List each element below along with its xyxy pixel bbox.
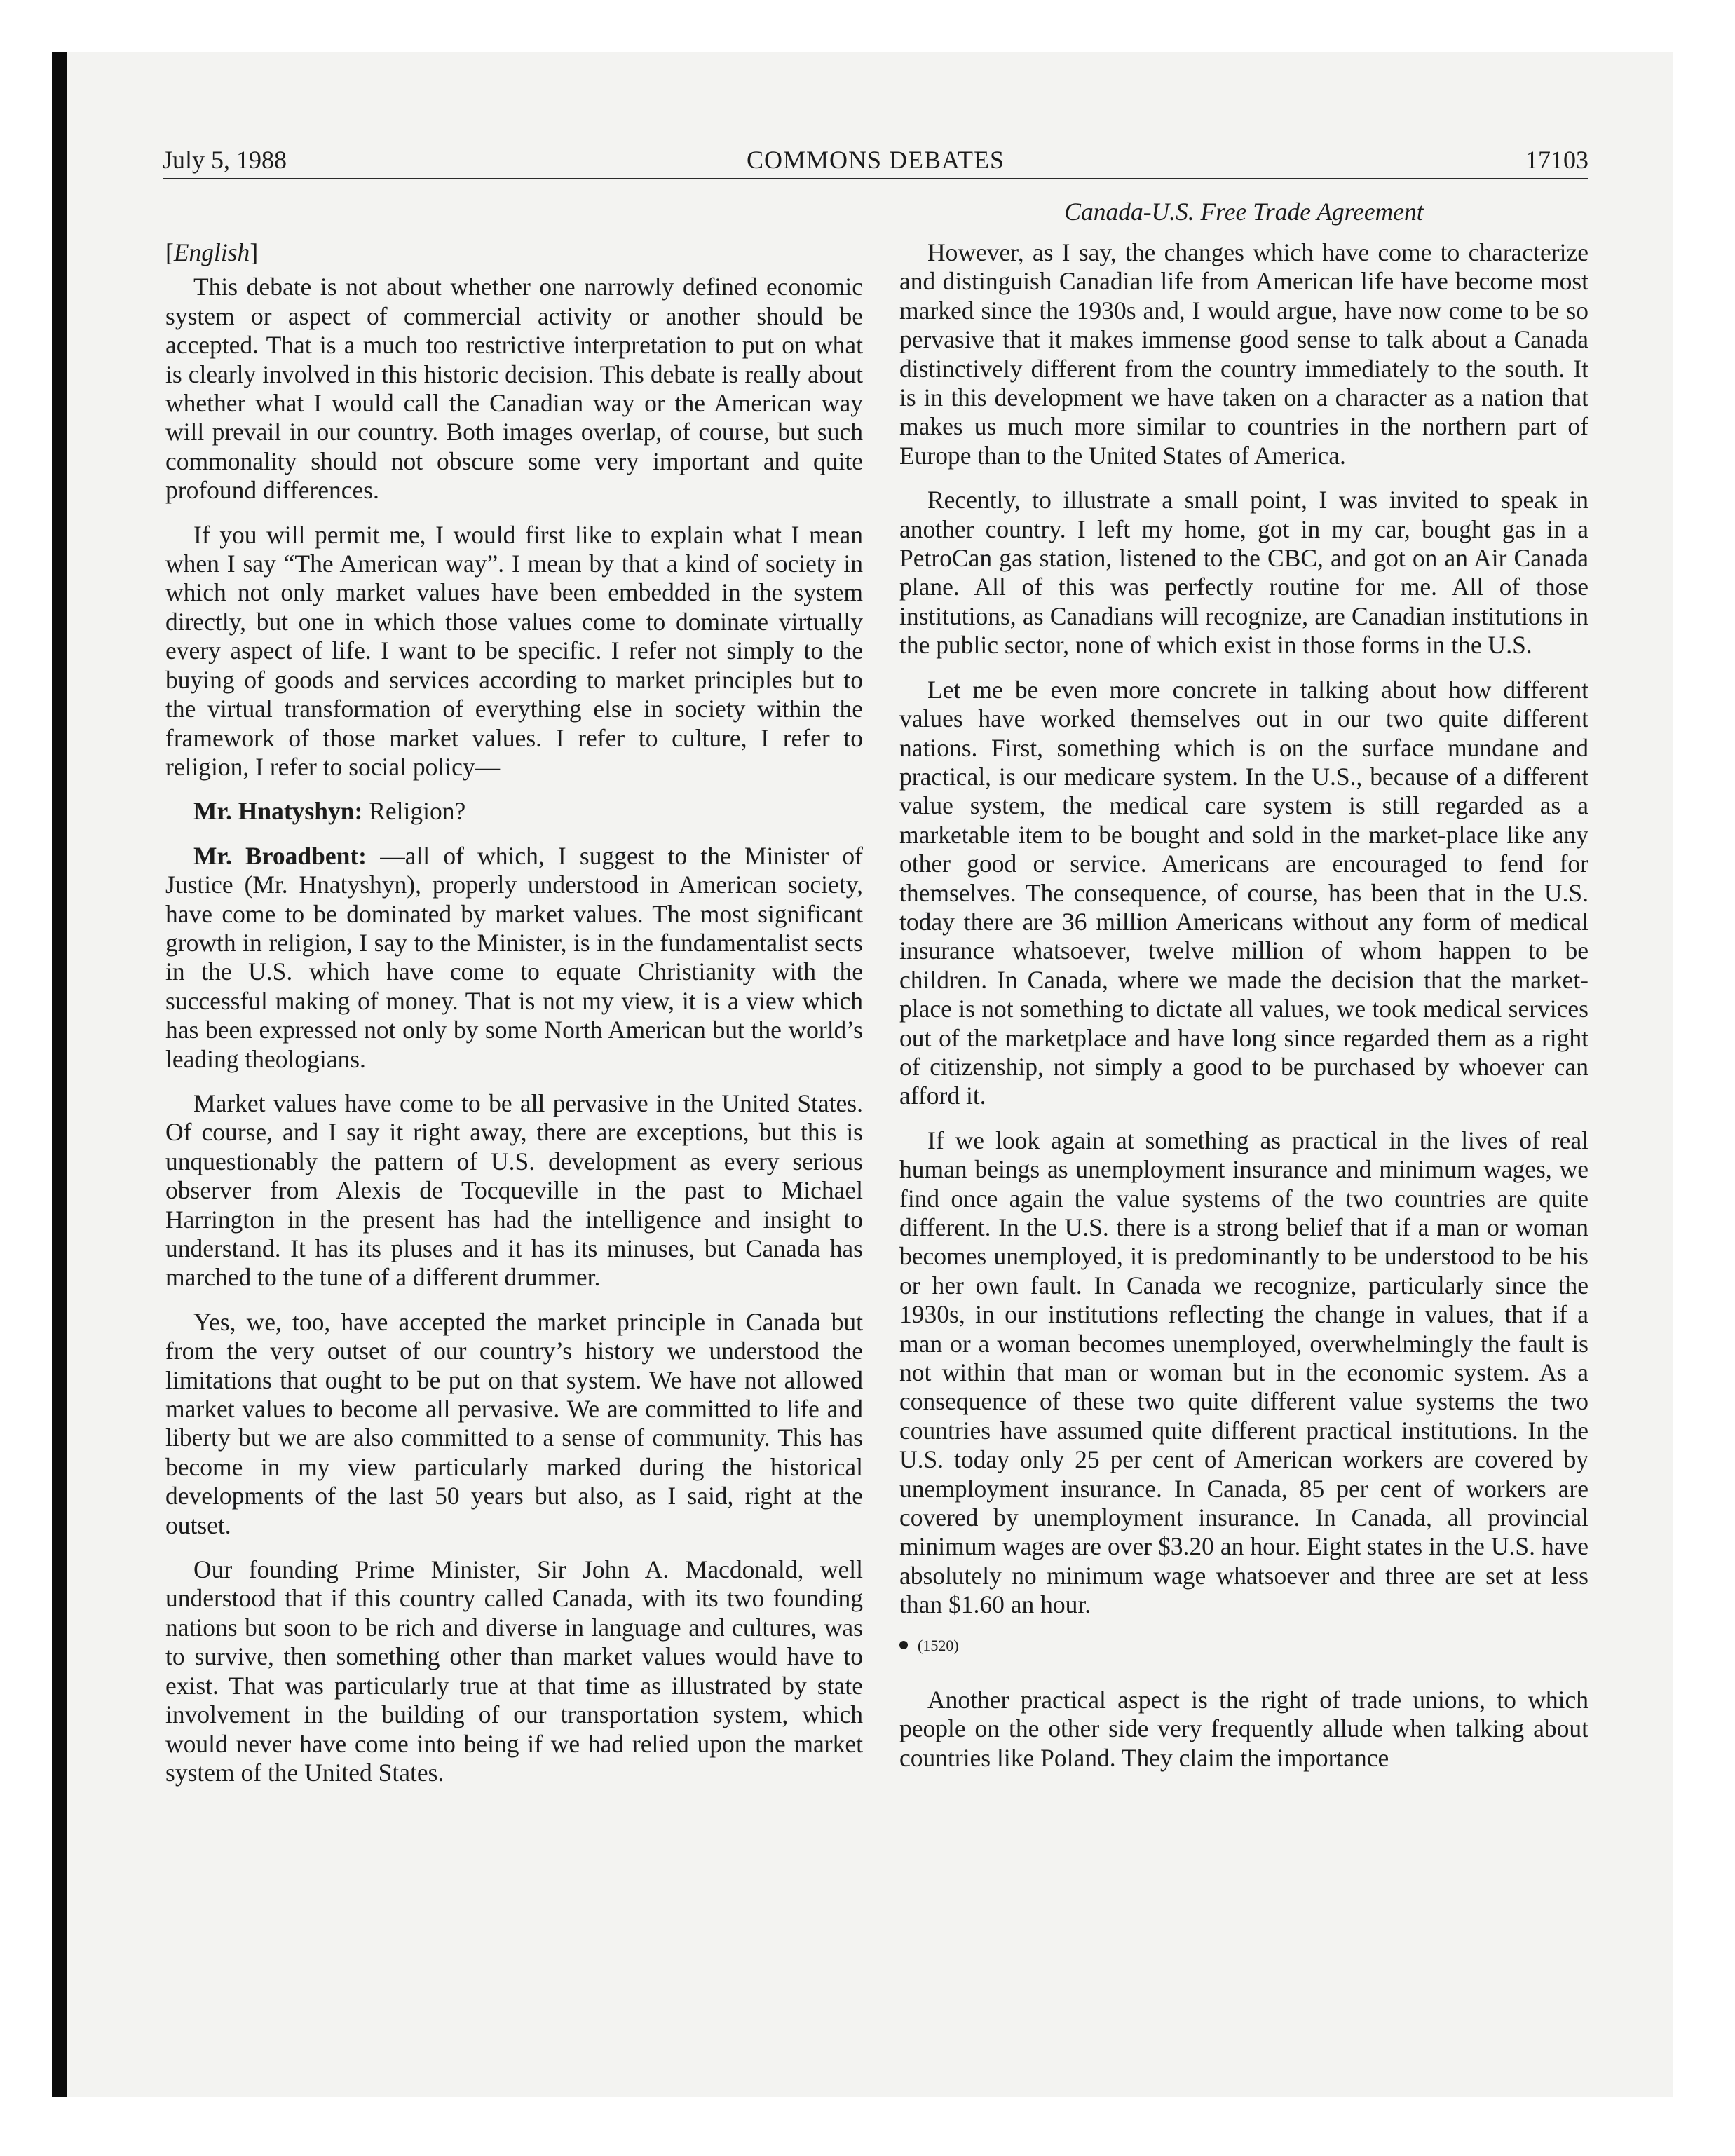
speaker-name: Mr. Broadbent: (193, 841, 367, 870)
speech-text: Religion? (369, 797, 466, 826)
bullet-icon (899, 1641, 908, 1649)
paragraph: If we look again at something as practical in the lives of real human beings as unemployment insurance and minimum wages, we find once again the value systems of the two countries are quite different. In the U.S. there is a strong belief that if a man or woman becomes unemployed, it is predominantly to be understood to be his or her own fault. In Canada we recognize, particularly since the 1930s, in our institutions reflecting the change in values, that if a man or a woman becomes unemployed, overwhelmingly the fault is not within that man or woman but in the economic system. As a consequence of these two quite different value systems the two countries have assumed quite different practical institutions. In the U.S. today only 25 per cent of American workers are covered by unemployment insurance. In Canada, 85 per cent of workers are covered by unemployment insurance. In Canada, all provincial minimum wages are over $3.20 an hour. Eight states in the U.S. have absolutely no minimum wage whatsoever and three are set at less than $1.60 an hour. (899, 1126, 1588, 1619)
paragraph: Let me be even more concrete in talking about how different values have worked themselves out in our two quite different nations. First, something which is on the surface mundane and practical, is our medicare system. In the U.S., because of a different value system, the medical care system is still regarded as a marketable item to be bought and sold in the market-place like any other good or service. Americans are encouraged to fend for themselves. The consequence, of course, has been that in the U.S. today there are 36 million Americans without any form of medical insurance whatsoever, twelve million of whom happen to be children. In Canada, where we made the decision that the market-place is not something to dictate all values, we took medical services out of the marketplace and have long since regarded them as a right of citizenship, not simply a good to be purchased by whoever can afford it. (899, 675, 1588, 1110)
paragraph: Market values have come to be all pervasive in the United States. Of course, and I say it right away, there are exceptions, but this is unquestionably the pattern of U.S. development as every serious observer from Alexis de Tocqueville in the past to Michael Harrington in the present has had the intelligence and insight to understand. It has its pluses and it has its minuses, but Canada has marched to the tune of a different drummer. (165, 1089, 863, 1292)
paragraph: If you will permit me, I would first like to explain what I mean when I say “The American way”. I mean by that a kind of society in which not only market values have been embedded in the system directly, but one in which those values come to dominate virtually every aspect of life. I want to be specific. I refer not simply to the buying of goods and services according to market principles but to the virtual transformation of everything else in society within the framework of those market values. I refer to culture, I refer to religion, I refer to social policy— (165, 520, 863, 781)
paragraph: Yes, we, too, have accepted the market principle in Canada but from the very outset of our country’s history we understood the limitations that ought to be put on that system. We have not allowed market values to become all pervasive. We are committed to life and liberty but we are also committed to a sense of community. This has become in my view particularly marked during the historical developments of the last 50 years but also, as I said, right at the outset. (165, 1307, 863, 1539)
paragraph: However, as I say, the changes which have come to characterize and distinguish Canadian life from American life have become most marked since the 1930s and, I would argue, have now come to be so pervasive that it makes immense good sense to talk about a Canada distinctively different from the country immediately to the south. It is in this development we have taken on a character as a nation that makes us much more similar to countries in the northern part of Europe than to the United States of America. (899, 238, 1588, 470)
paragraph: Recently, to illustrate a small point, I was invited to speak in another country. I left my home, got in my car, bought gas in a PetroCan gas station, listened to the CBC, and got on an Air Canada plane. All of this was perfectly routine for me. All of those institutions, as Canadians will recognize, are Canadian institutions in the public sector, none of which exist in those forms in the U.S. (899, 486, 1588, 660)
scan-edge-bar (52, 52, 67, 2097)
header-date: July 5, 1988 (163, 146, 287, 174)
left-column (165, 238, 863, 1803)
paragraph: Our founding Prime Minister, Sir John A. Macdonald, well understood that if this country called Canada, with its two founding nations but soon to be rich and diverse in language and cultures, was to survive, then something other than market values would have to exist. That was particularly true at that time as illustrated by state involvement in the building of our transportation system, which would never have come into being if we had relied upon the market system of the United States. (165, 1555, 863, 1787)
language-label-text: English (173, 238, 250, 266)
language-label: [English] (165, 238, 259, 266)
time-marker-text: (1520) (918, 1636, 959, 1654)
time-marker (899, 1635, 1588, 1656)
speaker-exchange (165, 797, 863, 826)
paragraph: This debate is not about whether one narrowly defined economic system or aspect of commercial activity or another should be accepted. That is a much too restrictive interpretation to put on what is clearly involved in this historic decision. This debate is really about whether what I would call the Canadian way or the American way will prevail in our country. Both images overlap, of course, but such commonality should not obscure some very important and quite profound differences. (165, 273, 863, 505)
header-rule (163, 178, 1588, 179)
running-head: Canada-U.S. Free Trade Agreement (1064, 198, 1424, 226)
speaker-name: Mr. Hnatyshyn: (193, 797, 363, 826)
speech-text: —all of which, I suggest to the Minister of Justice (Mr. Hnatyshyn), properly understood in American society, have come to be dominated by market values. The most significant growth in religion, I say to the Minister, is in the fundamentalist sects in the U.S. which have come to equate Christianity with the successful making of money. That is not my view, it is a view which has been expressed not only by some North American but the world’s leading theologians. (165, 841, 863, 1073)
paragraph: Another practical aspect is the right of trade unions, to which people on the other side very frequently allude when talking about countries like Poland. They claim the importance (899, 1685, 1588, 1772)
right-column (899, 238, 1588, 1788)
speaker-exchange (165, 842, 863, 1074)
header-publication: COMMONS DEBATES (746, 146, 1005, 174)
page-header (163, 144, 1588, 178)
header-page-number: 17103 (1525, 146, 1588, 174)
